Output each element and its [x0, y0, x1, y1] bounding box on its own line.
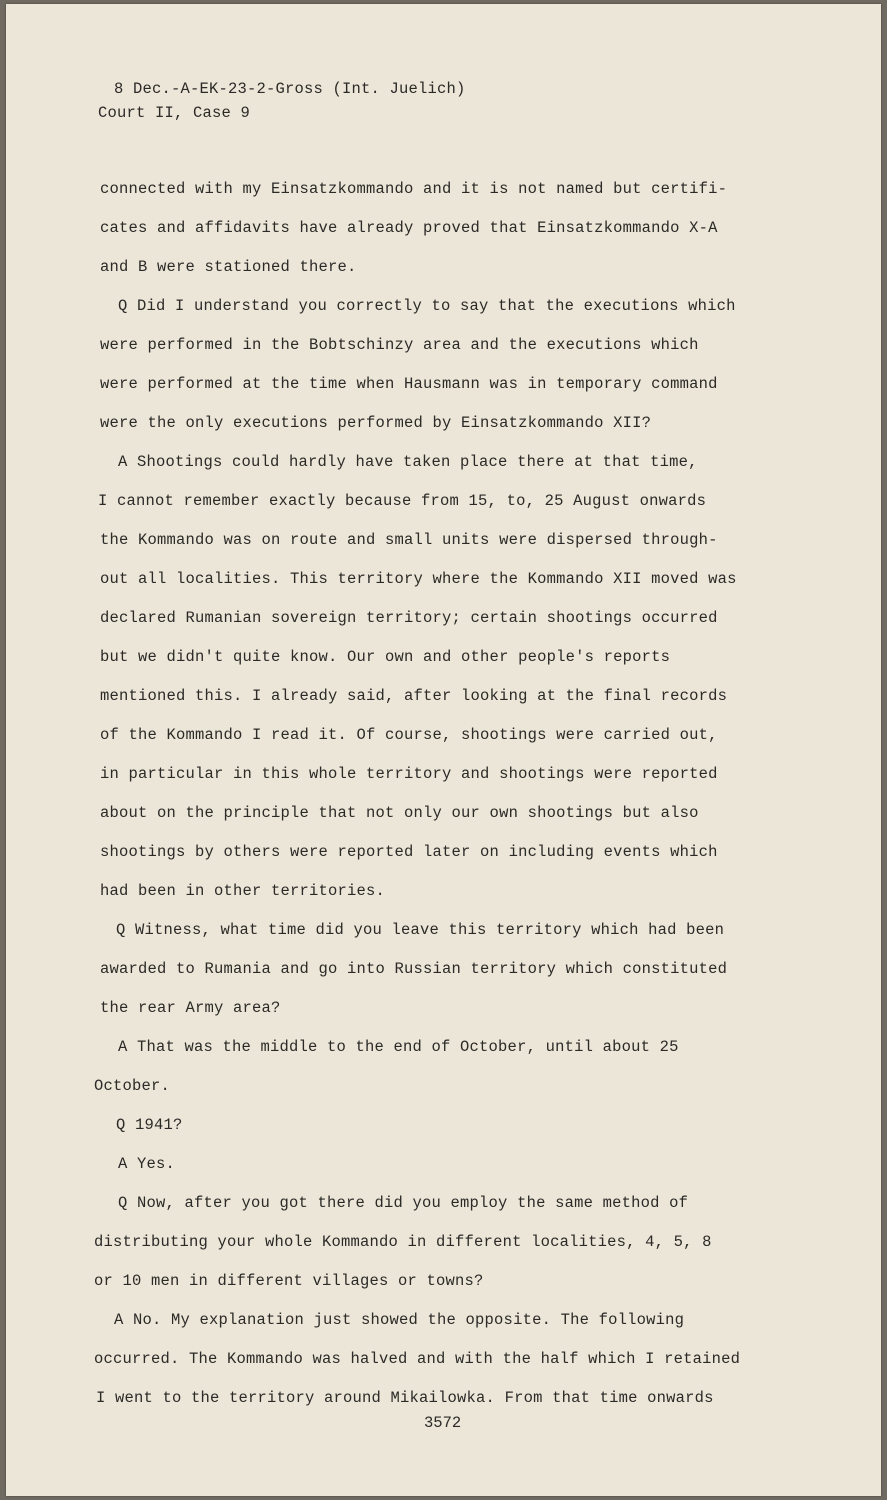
body-line: about on the principle that not only our own shootings but also — [100, 804, 699, 822]
body-line: occurred. The Kommando was halved and with the half which I retained — [94, 1350, 741, 1368]
body-line: Q Now, after you got there did you employ the same method of — [118, 1194, 689, 1212]
header-line-1: 8 Dec.-A-EK-23-2-Gross (Int. Juelich) — [114, 80, 466, 98]
body-line: Q Did I understand you correctly to say that the executions which — [118, 297, 736, 315]
body-line: cates and affidavits have already proved that Einsatzkommando X-A — [100, 219, 718, 237]
body-line: but we didn't quite know. Our own and other people's reports — [100, 648, 671, 666]
body-line: Q 1941? — [116, 1116, 183, 1134]
body-line: of the Kommando I read it. Of course, shootings were carried out, — [100, 726, 718, 744]
body-line: awarded to Rumania and go into Russian territory which constituted — [100, 960, 728, 978]
body-line: were performed at the time when Hausmann was in temporary command — [100, 375, 718, 393]
body-line: were performed in the Bobtschinzy area and the executions which — [100, 336, 699, 354]
body-line: A Shootings could hardly have taken place there at that time, — [118, 453, 698, 471]
body-line: I went to the territory around Mikailowka. From that time onwards — [96, 1389, 714, 1407]
body-line: were the only executions performed by Einsatzkommando XII? — [100, 414, 652, 432]
body-line: A No. My explanation just showed the opposite. The following — [114, 1311, 685, 1329]
header-line-2: Court II, Case 9 — [98, 104, 251, 122]
body-line: the Kommando was on route and small units were dispersed through- — [100, 531, 718, 549]
body-line: the rear Army area? — [100, 999, 281, 1017]
body-line: and B were stationed there. — [100, 258, 357, 276]
body-line: mentioned this. I already said, after looking at the final records — [100, 687, 728, 705]
body-line: had been in other territories. — [100, 882, 386, 900]
body-line: connected with my Einsatzkommando and it is not named but certifi- — [100, 180, 728, 198]
body-line: A Yes. — [118, 1155, 176, 1173]
body-line: October. — [94, 1077, 171, 1095]
document-page — [6, 4, 881, 1496]
body-line: in particular in this whole territory and shootings were reported — [100, 765, 718, 783]
body-line: shootings by others were reported later on including events which — [100, 843, 718, 861]
body-line: I cannot remember exactly because from 15, to, 25 August onwards — [98, 492, 707, 510]
body-line: or 10 men in different villages or towns? — [94, 1272, 484, 1290]
body-line: out all localities. This territory where the Kommando XII moved was — [100, 570, 737, 588]
body-line: declared Rumanian sovereign territory; certain shootings occurred — [100, 609, 718, 627]
page-number: 3572 — [424, 1414, 462, 1432]
body-line: A That was the middle to the end of October, until about 25 — [118, 1038, 679, 1056]
body-line: Q Witness, what time did you leave this territory which had been — [116, 921, 725, 939]
body-line: distributing your whole Kommando in different localities, 4, 5, 8 — [94, 1233, 712, 1251]
